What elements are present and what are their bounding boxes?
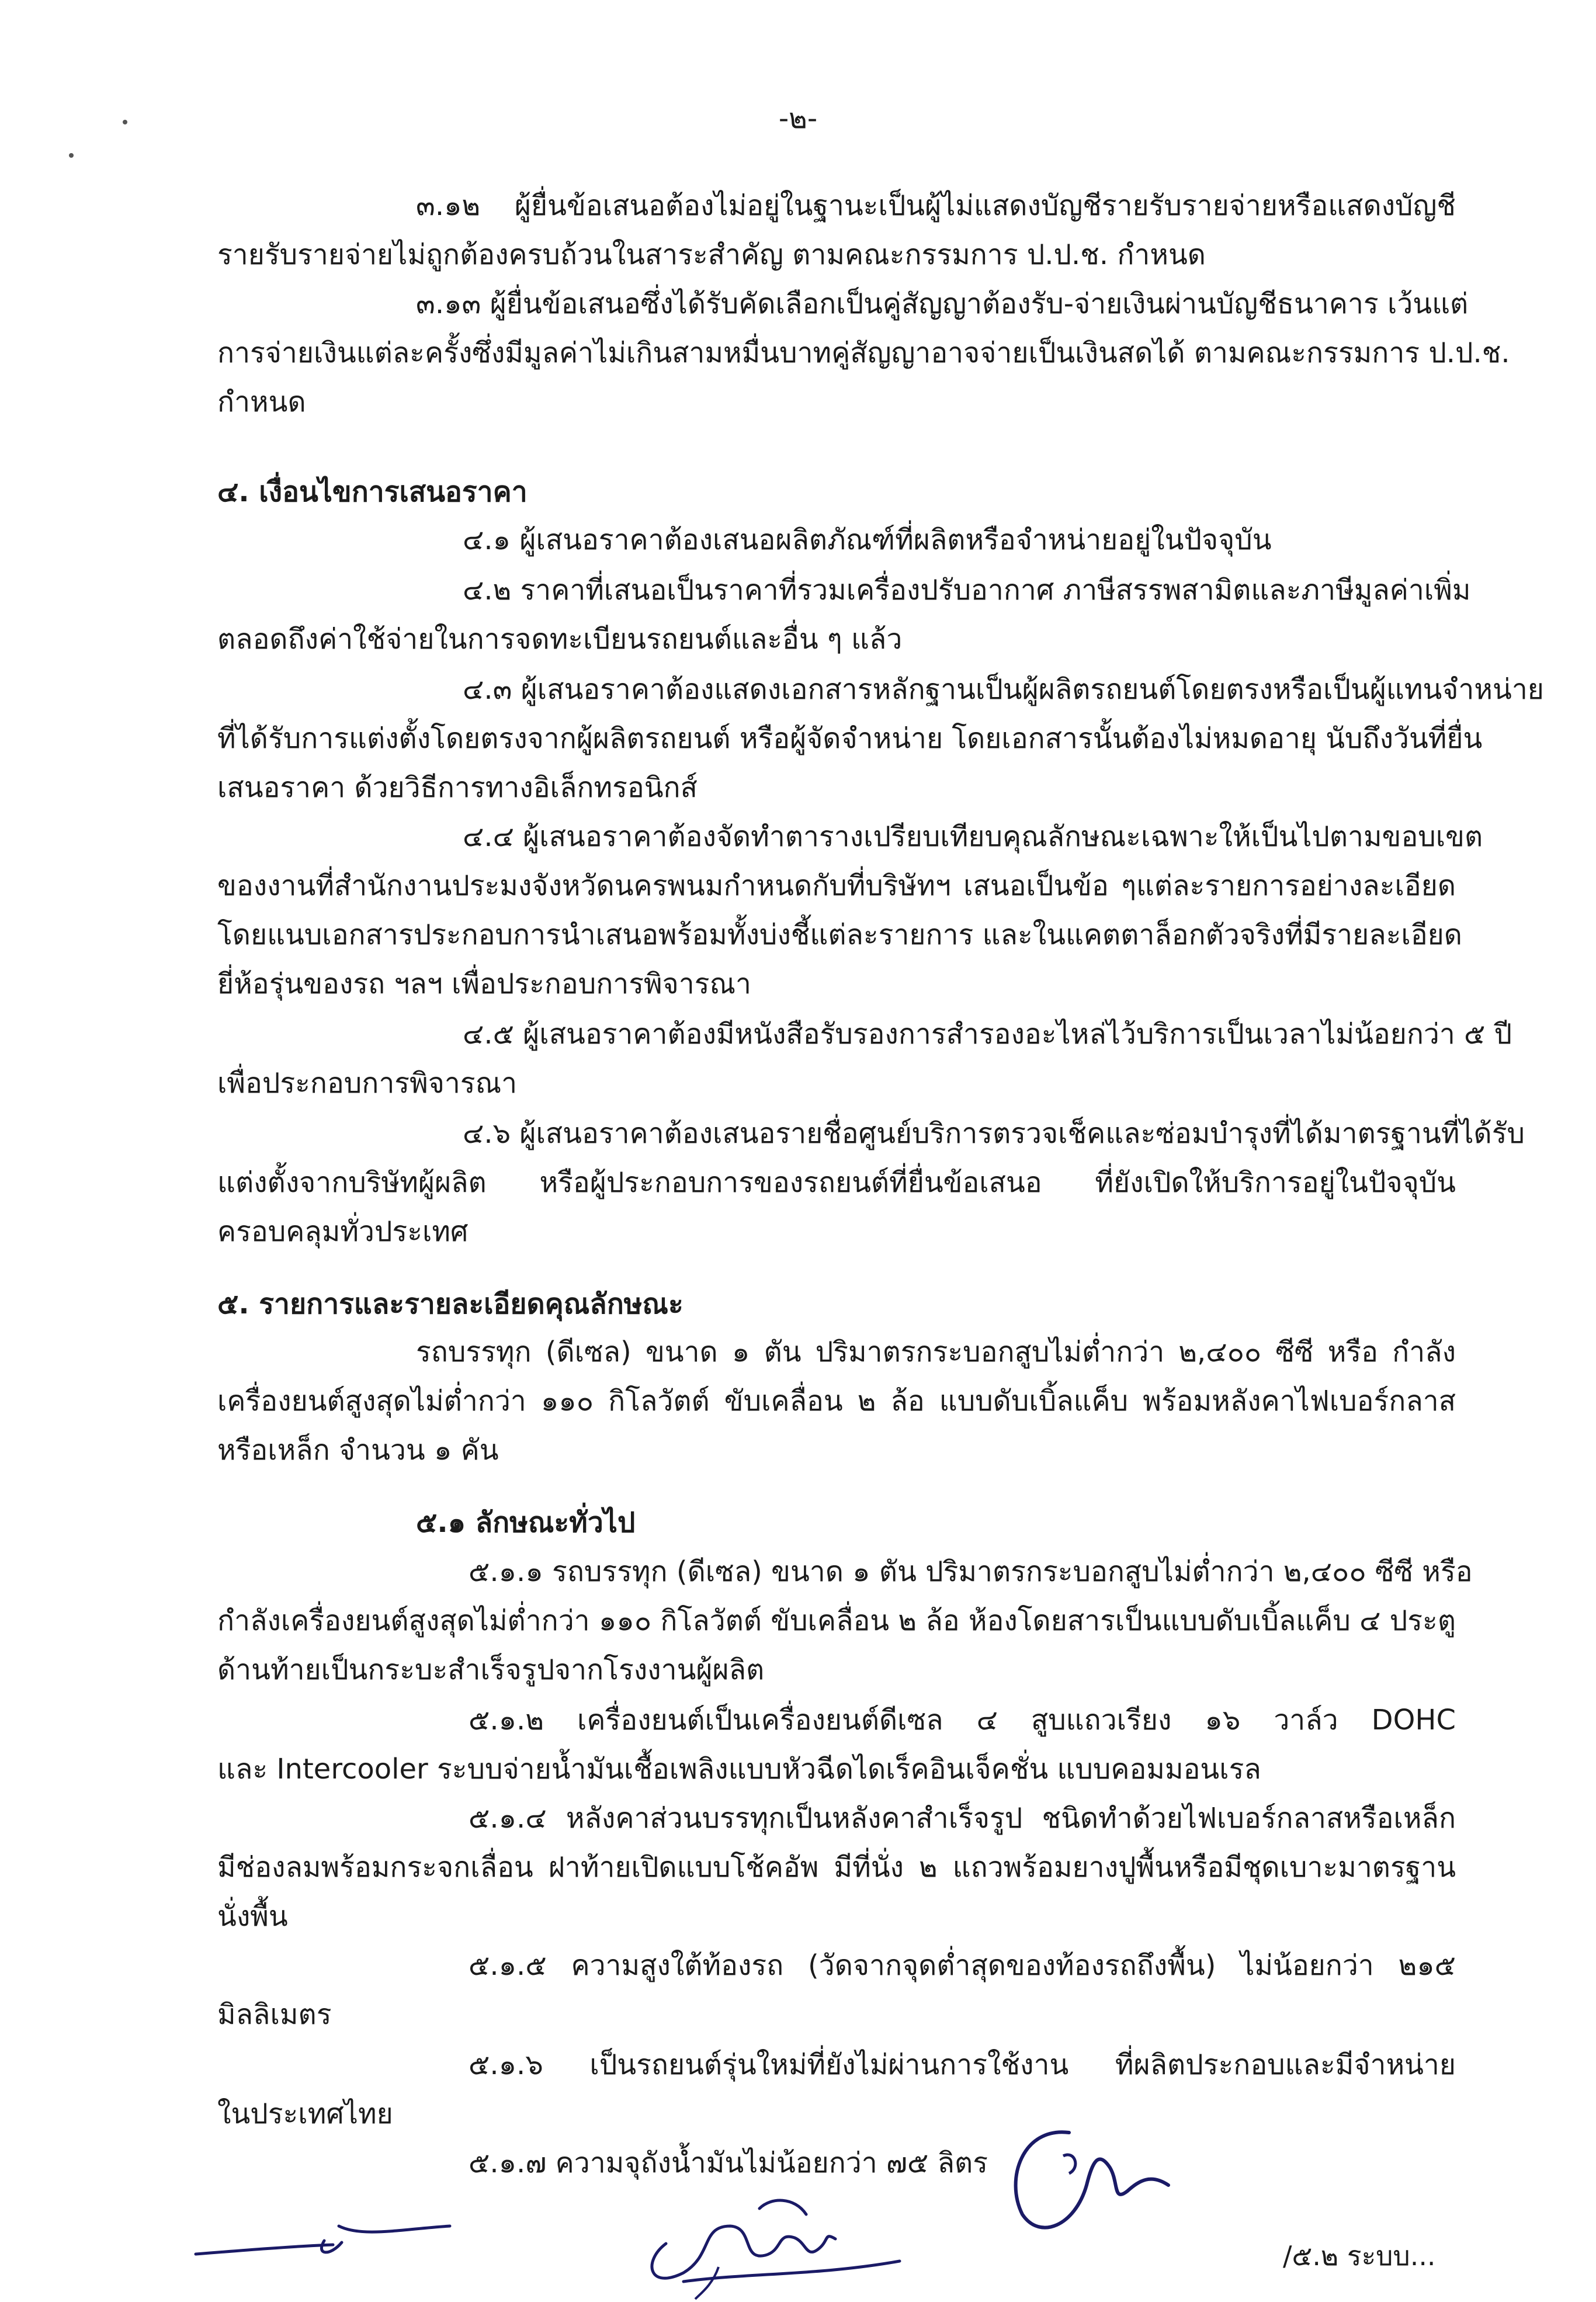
text-line: ๔.๖ ผู้เสนอราคาต้องเสนอรายชื่อศูนย์บริการตรวจเช็คและซ่อมบำรุงที่ได้มาตรฐานที่ได้รับ — [463, 1117, 1525, 1150]
text-line: ๕.๑.๕ ความสูงใต้ท้องรถ (วัดจากจุดต่ำสุดของท้องรถถึงพื้น) ไม่น้อยกว่า ๒๑๕ — [469, 1949, 1456, 1982]
text-line: ๕.๑.๒ เครื่องยนต์เป็นเครื่องยนต์ดีเซล ๔ สูบแถวเรียง ๑๖ วาล์ว DOHC — [469, 1704, 1456, 1736]
clause-3-13 — [217, 279, 1510, 427]
text-line: โดยแนบเอกสารประกอบการนำเสนอพร้อมทั้งบ่งชี้แต่ละรายการ และในแคตตาล็อกตัวจริงที่มีรายละเอียด — [217, 918, 1462, 951]
text-line: การจ่ายเงินแต่ละครั้งซึ่งมีมูลค่าไม่เกินสามหมื่นบาทคู่สัญญาอาจจ่ายเป็นเงินสดได้ ตามคณะกรรมการ ป.ป.ช. — [217, 337, 1510, 369]
text-line: และ Intercooler ระบบจ่ายน้ำมันเชื้อเพลิงแบบหัวฉีดไดเร็คอินเจ็คชั่น แบบคอมมอนเรล — [217, 1753, 1261, 1786]
text-line: นั่งพื้น — [217, 1900, 288, 1933]
scan-speck — [69, 153, 74, 158]
text-line: ที่ได้รับการแต่งตั้งโดยตรงจากผู้ผลิตรถยนต์ หรือผู้จัดจำหน่าย โดยเอกสารนั้นต้องไม่หมดอายุ นับถึงวันที่ยื่น — [217, 722, 1483, 755]
text-line: มิลลิเมตร — [217, 1998, 332, 2031]
clause-4-6 — [217, 1109, 1525, 1256]
clause-4-2 — [217, 566, 1471, 664]
text-line: เพื่อประกอบการพิจารณา — [217, 1067, 518, 1100]
text-line: ครอบคลุมทั่วประเทศ — [217, 1215, 469, 1248]
text-line: เสนอราคา ด้วยวิธีการทางอิเล็กทรอนิกส์ — [217, 771, 698, 804]
clause-5-1-6 — [217, 2040, 1456, 2138]
text-line: ในประเทศไทย — [217, 2098, 393, 2130]
text-line: หรือเหล็ก จำนวน ๑ คัน — [217, 1434, 499, 1467]
text-line: ๕.๑.๑ รถบรรทุก (ดีเซล) ขนาด ๑ ตัน ปริมาตรกระบอกสูบไม่ต่ำกว่า ๒,๔๐๐ ซีซี หรือ — [469, 1555, 1473, 1588]
clause-5-1-2 — [217, 1696, 1456, 1794]
text-line: มีช่องลมพร้อมกระจกเลื่อน ฝาท้ายเปิดแบบโช้คอัพ มีที่นั่ง ๒ แถวพร้อมยางปูพื้นหรือมีชุดเบาะมาตรฐาน — [217, 1851, 1456, 1884]
clause-5-1-4 — [217, 1794, 1456, 1941]
clause-4-4 — [217, 812, 1483, 1008]
text-line: ยี่ห้อรุ่นของรถ ฯลฯ เพื่อประกอบการพิจารณา — [217, 968, 751, 1000]
text-line: ๔.๑ ผู้เสนอราคาต้องเสนอผลิตภัณฑ์ที่ผลิตหรือจำหน่ายอยู่ในปัจจุบัน — [463, 524, 1272, 556]
clause-4-1 — [217, 515, 1456, 564]
text-line: ๕.๑.๔ หลังคาส่วนบรรทุกเป็นหลังคาสำเร็จรูป ชนิดทำด้วยไฟเบอร์กลาสหรือเหล็ก — [469, 1802, 1456, 1835]
text-line: กำลังเครื่องยนต์สูงสุดไม่ต่ำกว่า ๑๑๐ กิโลวัตต์ ขับเคลื่อน ๒ ล้อ ห้องโดยสารเป็นแบบดับเบิ้ลแค็บ ๔ ประตู — [217, 1604, 1456, 1637]
continued-marker: /๕.๒ ระบบ... — [1283, 2240, 1436, 2272]
clause-5-1-5 — [217, 1941, 1456, 2039]
text-line: ๔.๓ ผู้เสนอราคาต้องแสดงเอกสารหลักฐานเป็นผู้ผลิตรถยนต์โดยตรงหรือเป็นผู้แทนจำหน่าย — [463, 673, 1544, 706]
signature-center — [631, 2173, 993, 2302]
text-line: กำหนด — [217, 386, 306, 418]
text-line: รายรับรายจ่ายไม่ถูกต้องครบถ้วนในสาระสำคัญ ตามคณะกรรมการ ป.ป.ช. กำหนด — [217, 238, 1206, 271]
signature-right — [993, 2115, 1180, 2249]
clause-5-1-1 — [217, 1547, 1473, 1694]
text-line: ตลอดถึงค่าใช้จ่ายในการจดทะเบียนรถยนต์และอื่น ๆ แล้ว — [217, 623, 903, 656]
text-line: ๓.๑๓ ผู้ยื่นข้อเสนอซึ่งได้รับคัดเลือกเป็นคู่สัญญาต้องรับ-จ่ายเงินผ่านบัญชีธนาคาร เว้นแต่ — [416, 287, 1469, 320]
text-line: ของงานที่สำนักงานประมงจังหวัดนครพนมกำหนดกับที่บริษัทฯ เสนอเป็นข้อ ๆแต่ละรายการอย่างละเอียด — [217, 869, 1456, 902]
subsection-5-1-heading: ๕.๑ ลักษณะทั่วไป — [416, 1506, 636, 1539]
text-line: ๔.๕ ผู้เสนอราคาต้องมีหนังสือรับรองการสำรองอะไหล่ไว้บริการเป็นเวลาไม่น้อยกว่า ๕ ปี — [463, 1018, 1512, 1051]
section-5-heading: ๕. รายการและรายละเอียดคุณลักษณะ — [217, 1288, 683, 1320]
section-5-intro — [217, 1327, 1456, 1475]
text-line: ๕.๑.๗ ความจุถังน้ำมันไม่น้อยกว่า ๗๕ ลิตร — [469, 2147, 988, 2179]
page-number: -๒- — [778, 102, 818, 135]
text-line: ด้านท้ายเป็นกระบะสำเร็จรูปจากโรงงานผู้ผลิต — [217, 1653, 765, 1686]
text-line: เครื่องยนต์สูงสุดไม่ต่ำกว่า ๑๑๐ กิโลวัตต์ ขับเคลื่อน ๒ ล้อ แบบดับเบิ้ลแค็บ พร้อมหลังคาไฟเบอร์กลาส — [217, 1385, 1456, 1417]
signature-left — [193, 2185, 456, 2267]
text-line: ๕.๑.๖ เป็นรถยนต์รุ่นใหม่ที่ยังไม่ผ่านการใช้งาน ที่ผลิตประกอบและมีจำหน่าย — [469, 2048, 1456, 2081]
text-line: ๔.๒ ราคาที่เสนอเป็นราคาที่รวมเครื่องปรับอากาศ ภาษีสรรพสามิตและภาษีมูลค่าเพิ่ม — [463, 574, 1471, 606]
text-line: แต่งตั้งจากบริษัทผู้ผลิต หรือผู้ประกอบการของรถยนต์ที่ยื่นข้อเสนอ ที่ยังเปิดให้บริการอยู่ในปัจจุบัน — [217, 1166, 1456, 1199]
clause-4-5 — [217, 1010, 1512, 1108]
text-line: รถบรรทุก (ดีเซล) ขนาด ๑ ตัน ปริมาตรกระบอกสูบไม่ต่ำกว่า ๒,๔๐๐ ซีซี หรือ กำลัง — [416, 1336, 1456, 1368]
text-line: ๓.๑๒ ผู้ยื่นข้อเสนอต้องไม่อยู่ในฐานะเป็นผู้ไม่แสดงบัญชีรายรับรายจ่ายหรือแสดงบัญชี — [416, 189, 1456, 222]
clause-4-3 — [217, 665, 1544, 812]
text-line: ๔.๔ ผู้เสนอราคาต้องจัดทำตารางเปรียบเทียบคุณลักษณะเฉพาะให้เป็นไปตามขอบเขต — [463, 820, 1483, 853]
clause-3-12 — [217, 181, 1456, 279]
section-4-heading: ๔. เงื่อนไขการเสนอราคา — [217, 476, 528, 508]
